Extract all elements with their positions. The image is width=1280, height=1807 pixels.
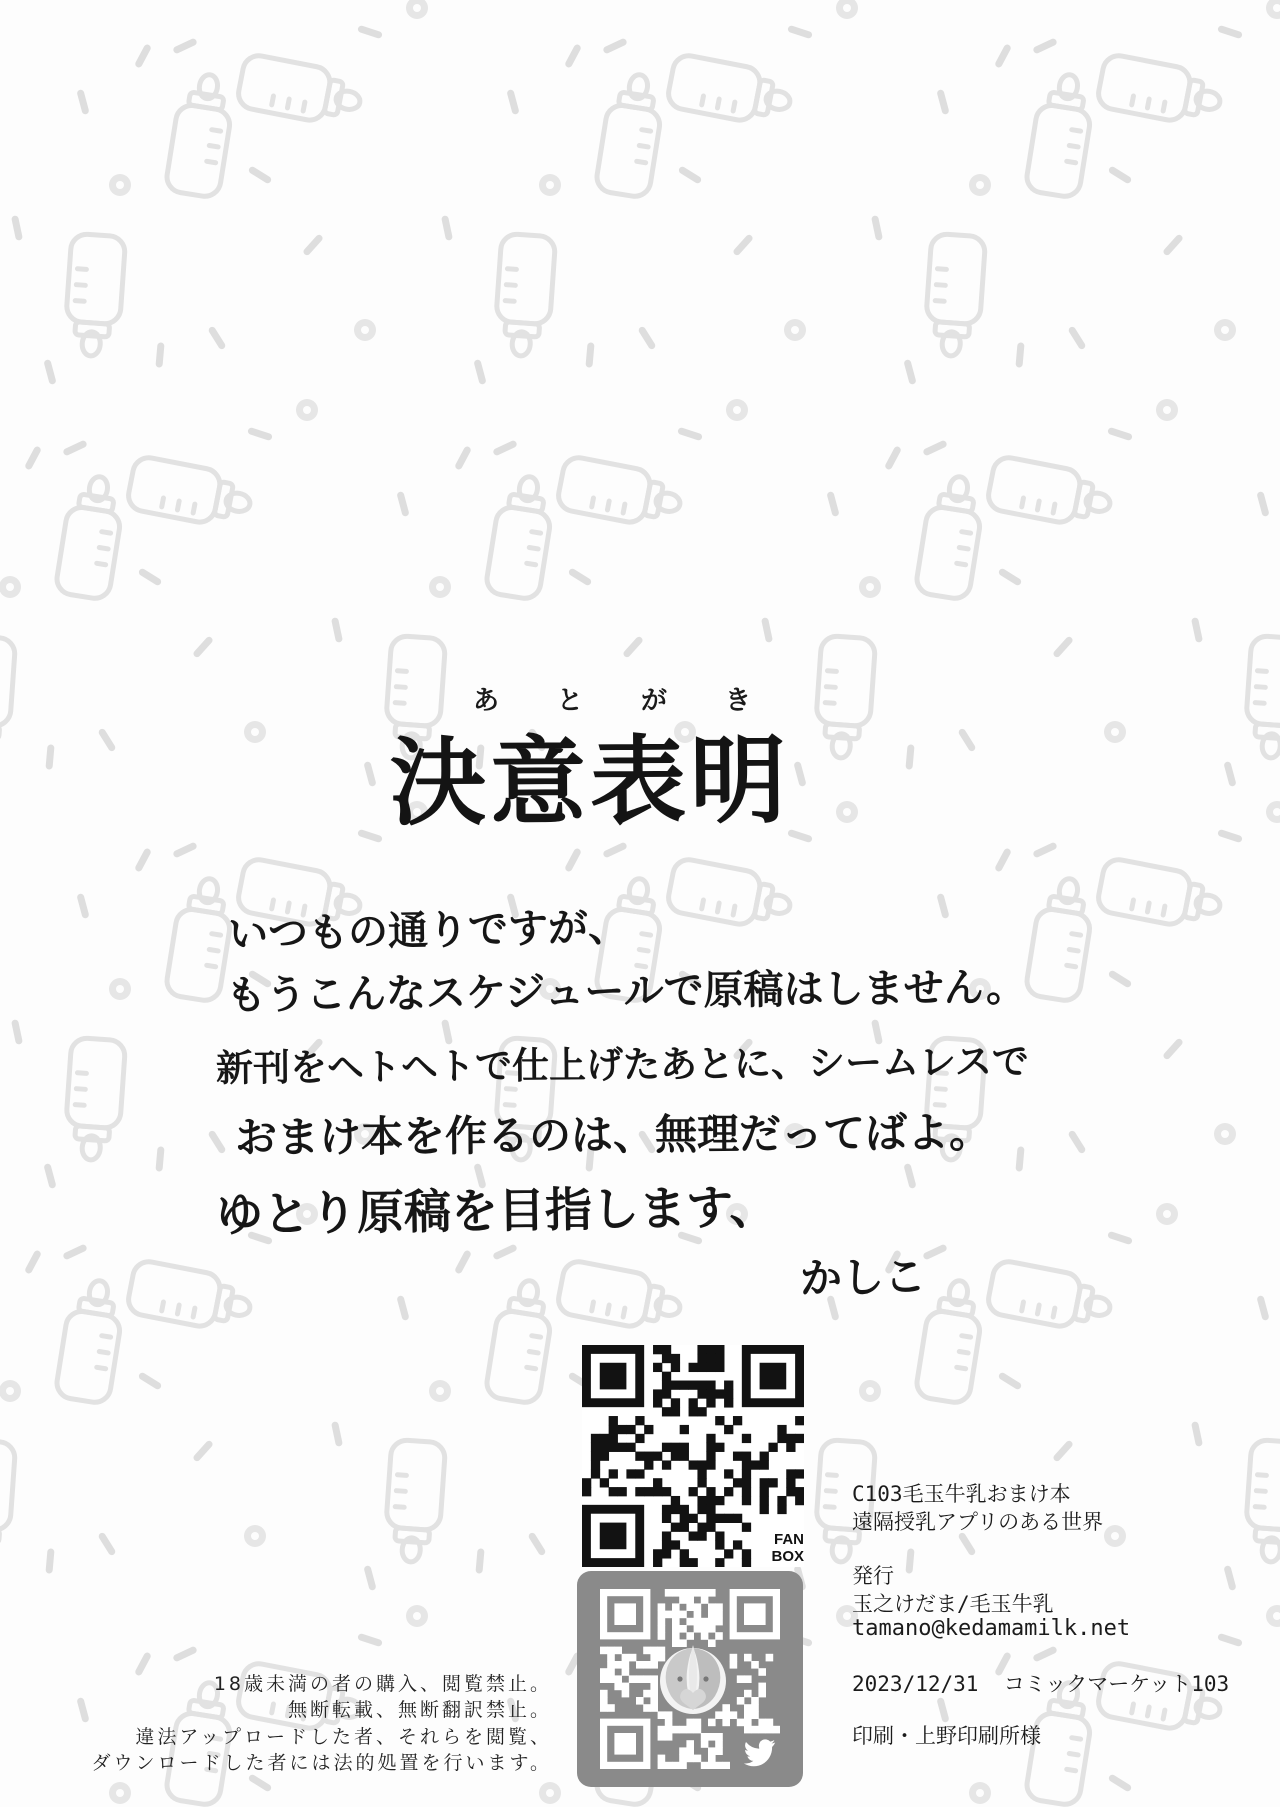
colophon-book-title: 遠隔授乳アプリのある世界 <box>852 1510 1104 1534</box>
letter-line: おまけ本を作るのは、無理だってばよ。 <box>234 1107 992 1162</box>
twitter-bird-icon <box>744 1739 775 1766</box>
colophon-email: tamano@kedamamilk.net <box>852 1616 1131 1641</box>
colophon-publisher: 玉之けだま/毛玉牛乳 <box>852 1592 1054 1616</box>
fanbox-logo-line: FAN <box>774 1531 804 1548</box>
disclaimer-line: 18歳未満の者の購入、閲覧禁止。 <box>213 1673 552 1695</box>
page-title: 決意表明 <box>389 724 791 840</box>
letter-line: ゆとり原稿を目指します、 <box>215 1180 777 1243</box>
fanbox-logo-line: BOX <box>771 1548 804 1565</box>
disclaimer-line: ダウンロードした者には法的処置を行います。 <box>91 1752 552 1775</box>
letter-line: 新刊をヘトヘトで仕上げたあとに、シームレスで <box>215 1039 1030 1090</box>
letter-signoff: かしこ <box>799 1251 927 1303</box>
qr-overlay <box>577 1571 803 1787</box>
disclaimer-block <box>0 1671 552 1777</box>
disclaimer-line: 無断転載、無断翻訳禁止。 <box>287 1699 552 1722</box>
title-furigana: あとがき <box>473 686 810 716</box>
letter-line: いつもの通りですが、 <box>227 904 629 958</box>
twitter-qr-code <box>577 1571 803 1787</box>
colophon-publisher-label: 発行 <box>852 1564 894 1588</box>
avatar <box>660 1645 726 1714</box>
colophon-printer: 印刷・上野印刷所様 <box>852 1724 1041 1748</box>
colophon-book-event-title: C103毛玉牛乳おまけ本 <box>852 1482 1071 1506</box>
colophon-event-date: 2023/12/31 コミックマーケット103 <box>852 1672 1230 1696</box>
disclaimer-line: 違法アップロードした者、それらを閲覧、 <box>135 1725 552 1748</box>
fanbox-qr-code <box>582 1345 804 1567</box>
fanbox-logo <box>768 1530 804 1565</box>
letter-line: もうこんなスケジュールで原稿はしません。 <box>225 964 1027 1019</box>
